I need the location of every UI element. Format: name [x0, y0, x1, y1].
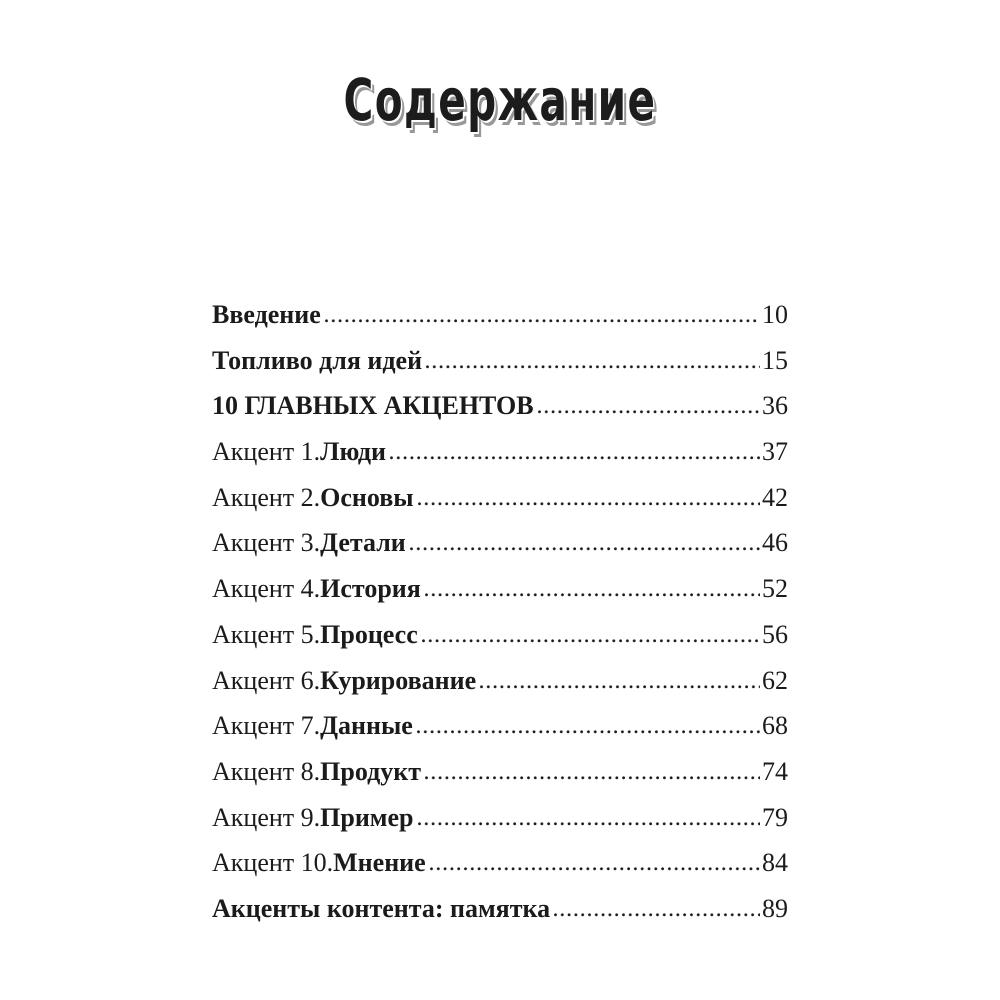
dot-leader — [389, 455, 760, 460]
toc-row — [212, 886, 788, 932]
toc-entry-title: Люди — [320, 437, 387, 467]
toc-page-number: 42 — [762, 482, 788, 512]
dot-leader — [425, 364, 760, 369]
toc-row — [212, 338, 788, 384]
toc-entry-prefix: Акцент 6. — [212, 665, 321, 695]
toc-entry-title: Данные — [320, 711, 413, 741]
toc-entry-prefix: Акцент 1. — [212, 437, 321, 467]
toc-page-number: 36 — [762, 391, 788, 421]
toc-page-number: 46 — [762, 528, 788, 558]
toc-entry-prefix: Акцент 7. — [212, 711, 321, 741]
toc-entry-prefix: Акцент 8. — [212, 756, 321, 786]
toc-entry-title: Мнение — [333, 848, 426, 878]
toc-entry-title: Детали — [320, 528, 406, 558]
toc-page-number: 89 — [762, 893, 788, 923]
toc-page-number: 52 — [762, 574, 788, 604]
dot-leader — [417, 821, 760, 826]
toc-page-number: 62 — [762, 665, 788, 695]
toc-page-number: 10 — [762, 300, 788, 329]
toc-row — [212, 475, 788, 521]
toc-entry-title: Акценты контента: памятка — [212, 893, 551, 923]
toc-page-number: 79 — [762, 802, 788, 832]
toc-row — [212, 383, 788, 429]
dot-leader — [424, 775, 760, 780]
toc-row — [212, 795, 788, 841]
toc-row — [212, 520, 788, 566]
dot-leader — [553, 912, 760, 917]
toc-entry-title: Пример — [320, 802, 414, 832]
toc-entry-title: Введение — [212, 300, 321, 329]
toc-row — [212, 658, 788, 704]
toc-entry-title: 10 ГЛАВНЫХ АКЦЕНТОВ — [212, 391, 534, 421]
toc-entry-title: Продукт — [320, 756, 421, 786]
toc-page-number: 84 — [762, 848, 788, 878]
dot-leader — [424, 592, 760, 597]
toc-page-number: 37 — [762, 437, 788, 467]
toc-entry-prefix: Акцент 5. — [212, 619, 321, 649]
dot-leader — [537, 409, 760, 414]
page-title: Содержание — [343, 66, 657, 134]
toc-page-number: 15 — [762, 345, 788, 375]
toc-entry-prefix: Акцент 3. — [212, 528, 321, 558]
toc-page-number: 56 — [762, 619, 788, 649]
dot-leader — [416, 729, 760, 734]
toc-row — [212, 292, 788, 338]
toc-page-number: 68 — [762, 711, 788, 741]
toc-entry-title: Топливо для идей — [212, 345, 423, 375]
toc-entry-prefix: Акцент 10. — [212, 848, 334, 878]
dot-leader — [409, 546, 760, 551]
dot-leader — [417, 501, 760, 506]
toc-entry-prefix: Акцент 2. — [212, 482, 321, 512]
toc-entry-title: Процесс — [320, 619, 418, 649]
toc-row — [212, 840, 788, 886]
toc-entry-title: Курирование — [320, 665, 477, 695]
toc-row — [212, 566, 788, 612]
toc-list — [212, 292, 788, 932]
toc-entry-prefix: Акцент 9. — [212, 802, 321, 832]
toc-row — [212, 749, 788, 795]
toc-entry-prefix: Акцент 4. — [212, 574, 321, 604]
toc-row — [212, 429, 788, 475]
toc-entry-title: История — [320, 574, 421, 604]
dot-leader — [479, 684, 760, 689]
dot-leader — [421, 638, 760, 643]
toc-row — [212, 703, 788, 749]
toc-row — [212, 612, 788, 658]
toc-entry-title: Основы — [320, 482, 414, 512]
toc-page-number: 74 — [762, 756, 788, 786]
dot-leader — [324, 318, 760, 323]
dot-leader — [429, 866, 760, 871]
